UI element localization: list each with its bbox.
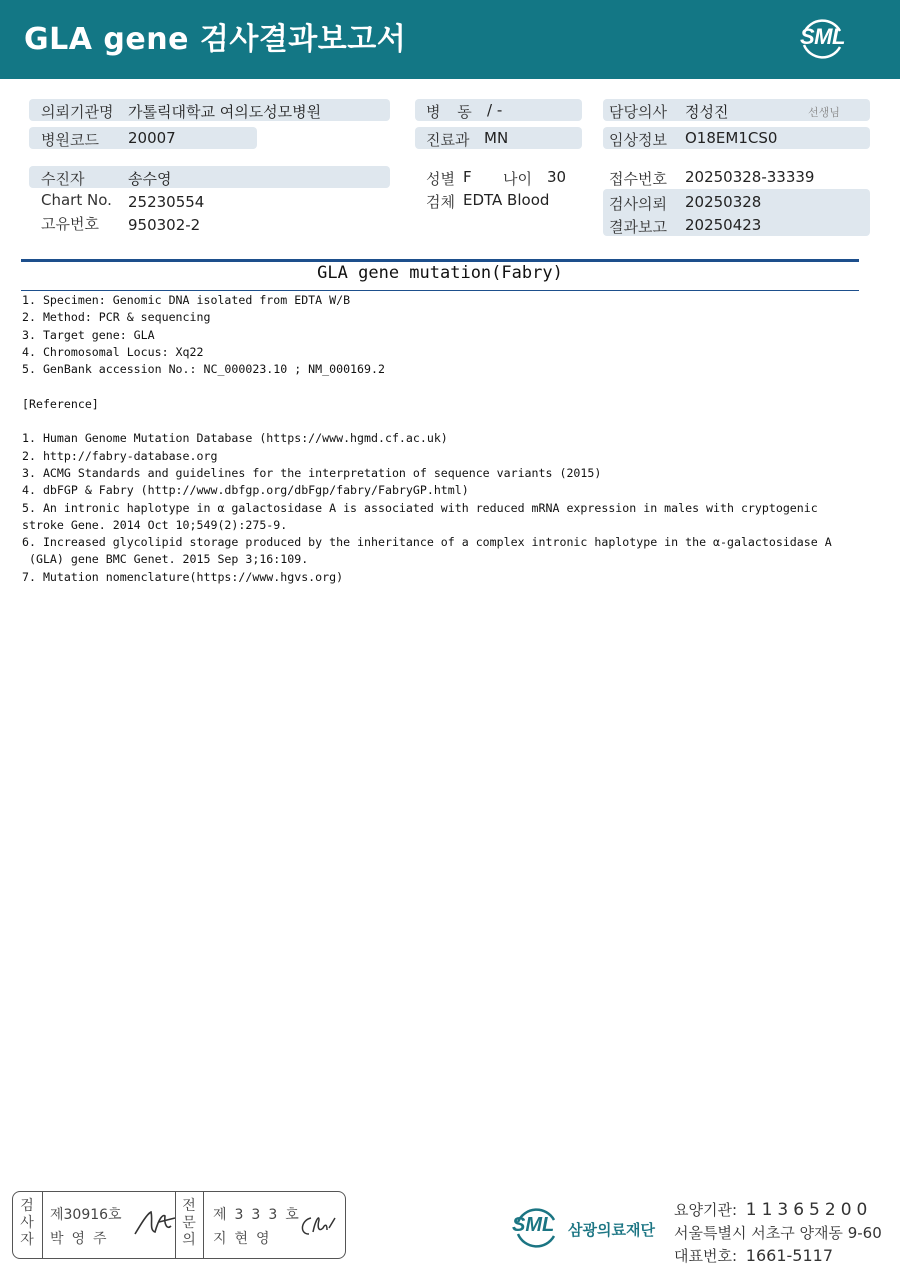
report-line: 1. Human Genome Mutation Database (https://www.hgmd.cf.ac.uk)	[22, 431, 448, 446]
report-header	[0, 0, 900, 79]
examiner-license: 제30916호	[50, 1207, 122, 1223]
clinical-value: O18EM1CS0	[685, 129, 778, 147]
facility-number: 11365200	[745, 1200, 873, 1220]
report-line: stroke Gene. 2014 Oct 10;549(2):275-9.	[22, 517, 288, 532]
signature-divider	[42, 1192, 43, 1258]
report-line: 5. GenBank accession No.: NC_000023.10 ; NM_000169.2	[22, 362, 385, 377]
report-line: 6. Increased glycolipid storage produced by the inheritance of a complex intronic haplotype in the α-galactosidase A	[22, 535, 832, 550]
request-value: 20250328	[685, 193, 762, 211]
report-line: 3. ACMG Standards and guidelines for the interpretation of sequence variants (2015)	[22, 465, 602, 480]
report-line: 5. An intronic haplotype in α galactosidase A is associated with reduced mRNA expression in males with cryptogenic	[22, 500, 818, 515]
hospital-code-value: 20007	[128, 129, 176, 147]
phone-label: 대표번호:	[674, 1247, 738, 1265]
sex-label: 성별	[426, 170, 455, 188]
header-logo-text: SML	[800, 24, 845, 49]
ward-label: 병 동	[426, 103, 478, 121]
specimen-value: EDTA Blood	[463, 191, 550, 209]
report-date-label: 결과보고	[609, 218, 667, 236]
phone-line	[674, 1245, 833, 1266]
report-body	[22, 292, 872, 586]
doctor-value: 정성진	[685, 103, 729, 121]
doctor-suffix: 선생님	[808, 106, 840, 119]
report-line: 2. Method: PCR & sequencing	[22, 310, 211, 325]
chart-label: Chart No.	[41, 191, 112, 209]
report-title: GLA gene mutation(Fabry)	[317, 263, 563, 283]
hospital-code-label: 병원코드	[41, 131, 99, 149]
footer-org-name: 삼광의료재단	[568, 1221, 655, 1239]
department-value: MN	[484, 129, 509, 147]
sex-value: F	[463, 168, 472, 186]
signature-divider	[175, 1192, 176, 1258]
institution-value: 가톨릭대학교 여의도성모병원	[128, 103, 322, 121]
report-date-value: 20250423	[685, 216, 762, 234]
examinee-value: 송수영	[128, 170, 172, 188]
examiner-label: 검사자	[20, 1198, 34, 1248]
clinical-label: 임상정보	[609, 131, 667, 149]
unique-value: 950302-2	[128, 216, 201, 234]
section-rule-bottom	[21, 290, 859, 291]
specialist-label: 전문의	[182, 1198, 196, 1248]
section-rule-top	[21, 259, 859, 262]
receipt-label: 접수번호	[609, 170, 667, 188]
report-line: (GLA) gene BMC Genet. 2015 Sep 3;16:109.	[22, 552, 309, 567]
receipt-value: 20250328-33339	[685, 168, 815, 186]
examiner-name: 박영주	[50, 1231, 115, 1247]
examinee-label: 수진자	[41, 170, 85, 188]
doctor-label: 담당의사	[609, 103, 667, 121]
examiner-signature-icon	[131, 1206, 181, 1240]
report-line: 4. dbFGP & Fabry (http://www.dbfgp.org/dbFgp/fabry/FabryGP.html)	[22, 483, 469, 498]
request-label: 검사의뢰	[609, 195, 667, 213]
footer-address: 서울특별시 서초구 양재동 9-60	[674, 1224, 882, 1242]
specialist-name: 지현영	[213, 1231, 278, 1247]
facility-line	[674, 1199, 872, 1220]
phone-number: 1661-5117	[745, 1246, 834, 1265]
report-line: 4. Chromosomal Locus: Xq22	[22, 344, 204, 359]
specialist-signature-icon	[295, 1210, 339, 1240]
department-label: 진료과	[426, 131, 470, 149]
report-line: [Reference]	[22, 396, 99, 411]
specimen-label: 검체	[426, 193, 455, 211]
report-line: 7. Mutation nomenclature(https://www.hgvs.org)	[22, 569, 344, 584]
report-line: 1. Specimen: Genomic DNA isolated from EDTA W/B	[22, 293, 351, 307]
signature-box	[12, 1191, 346, 1259]
report-line: 2. http://fabry-database.org	[22, 448, 218, 463]
report-line	[22, 413, 872, 430]
signature-divider	[203, 1192, 204, 1258]
report-line: 3. Target gene: GLA	[22, 327, 155, 342]
unique-label: 고유번호	[41, 215, 99, 233]
page-title: GLA gene 검사결과보고서	[24, 22, 407, 57]
age-value: 30	[547, 168, 567, 186]
chart-value: 25230554	[128, 193, 205, 211]
age-label: 나이	[503, 170, 532, 188]
ward-value: / -	[487, 101, 503, 119]
report-line	[22, 378, 872, 395]
facility-label: 요양기관:	[674, 1201, 738, 1219]
specialist-license: 제333호	[213, 1207, 307, 1223]
institution-label: 의뢰기관명	[41, 103, 114, 121]
footer-logo-text: SML	[512, 1214, 555, 1236]
